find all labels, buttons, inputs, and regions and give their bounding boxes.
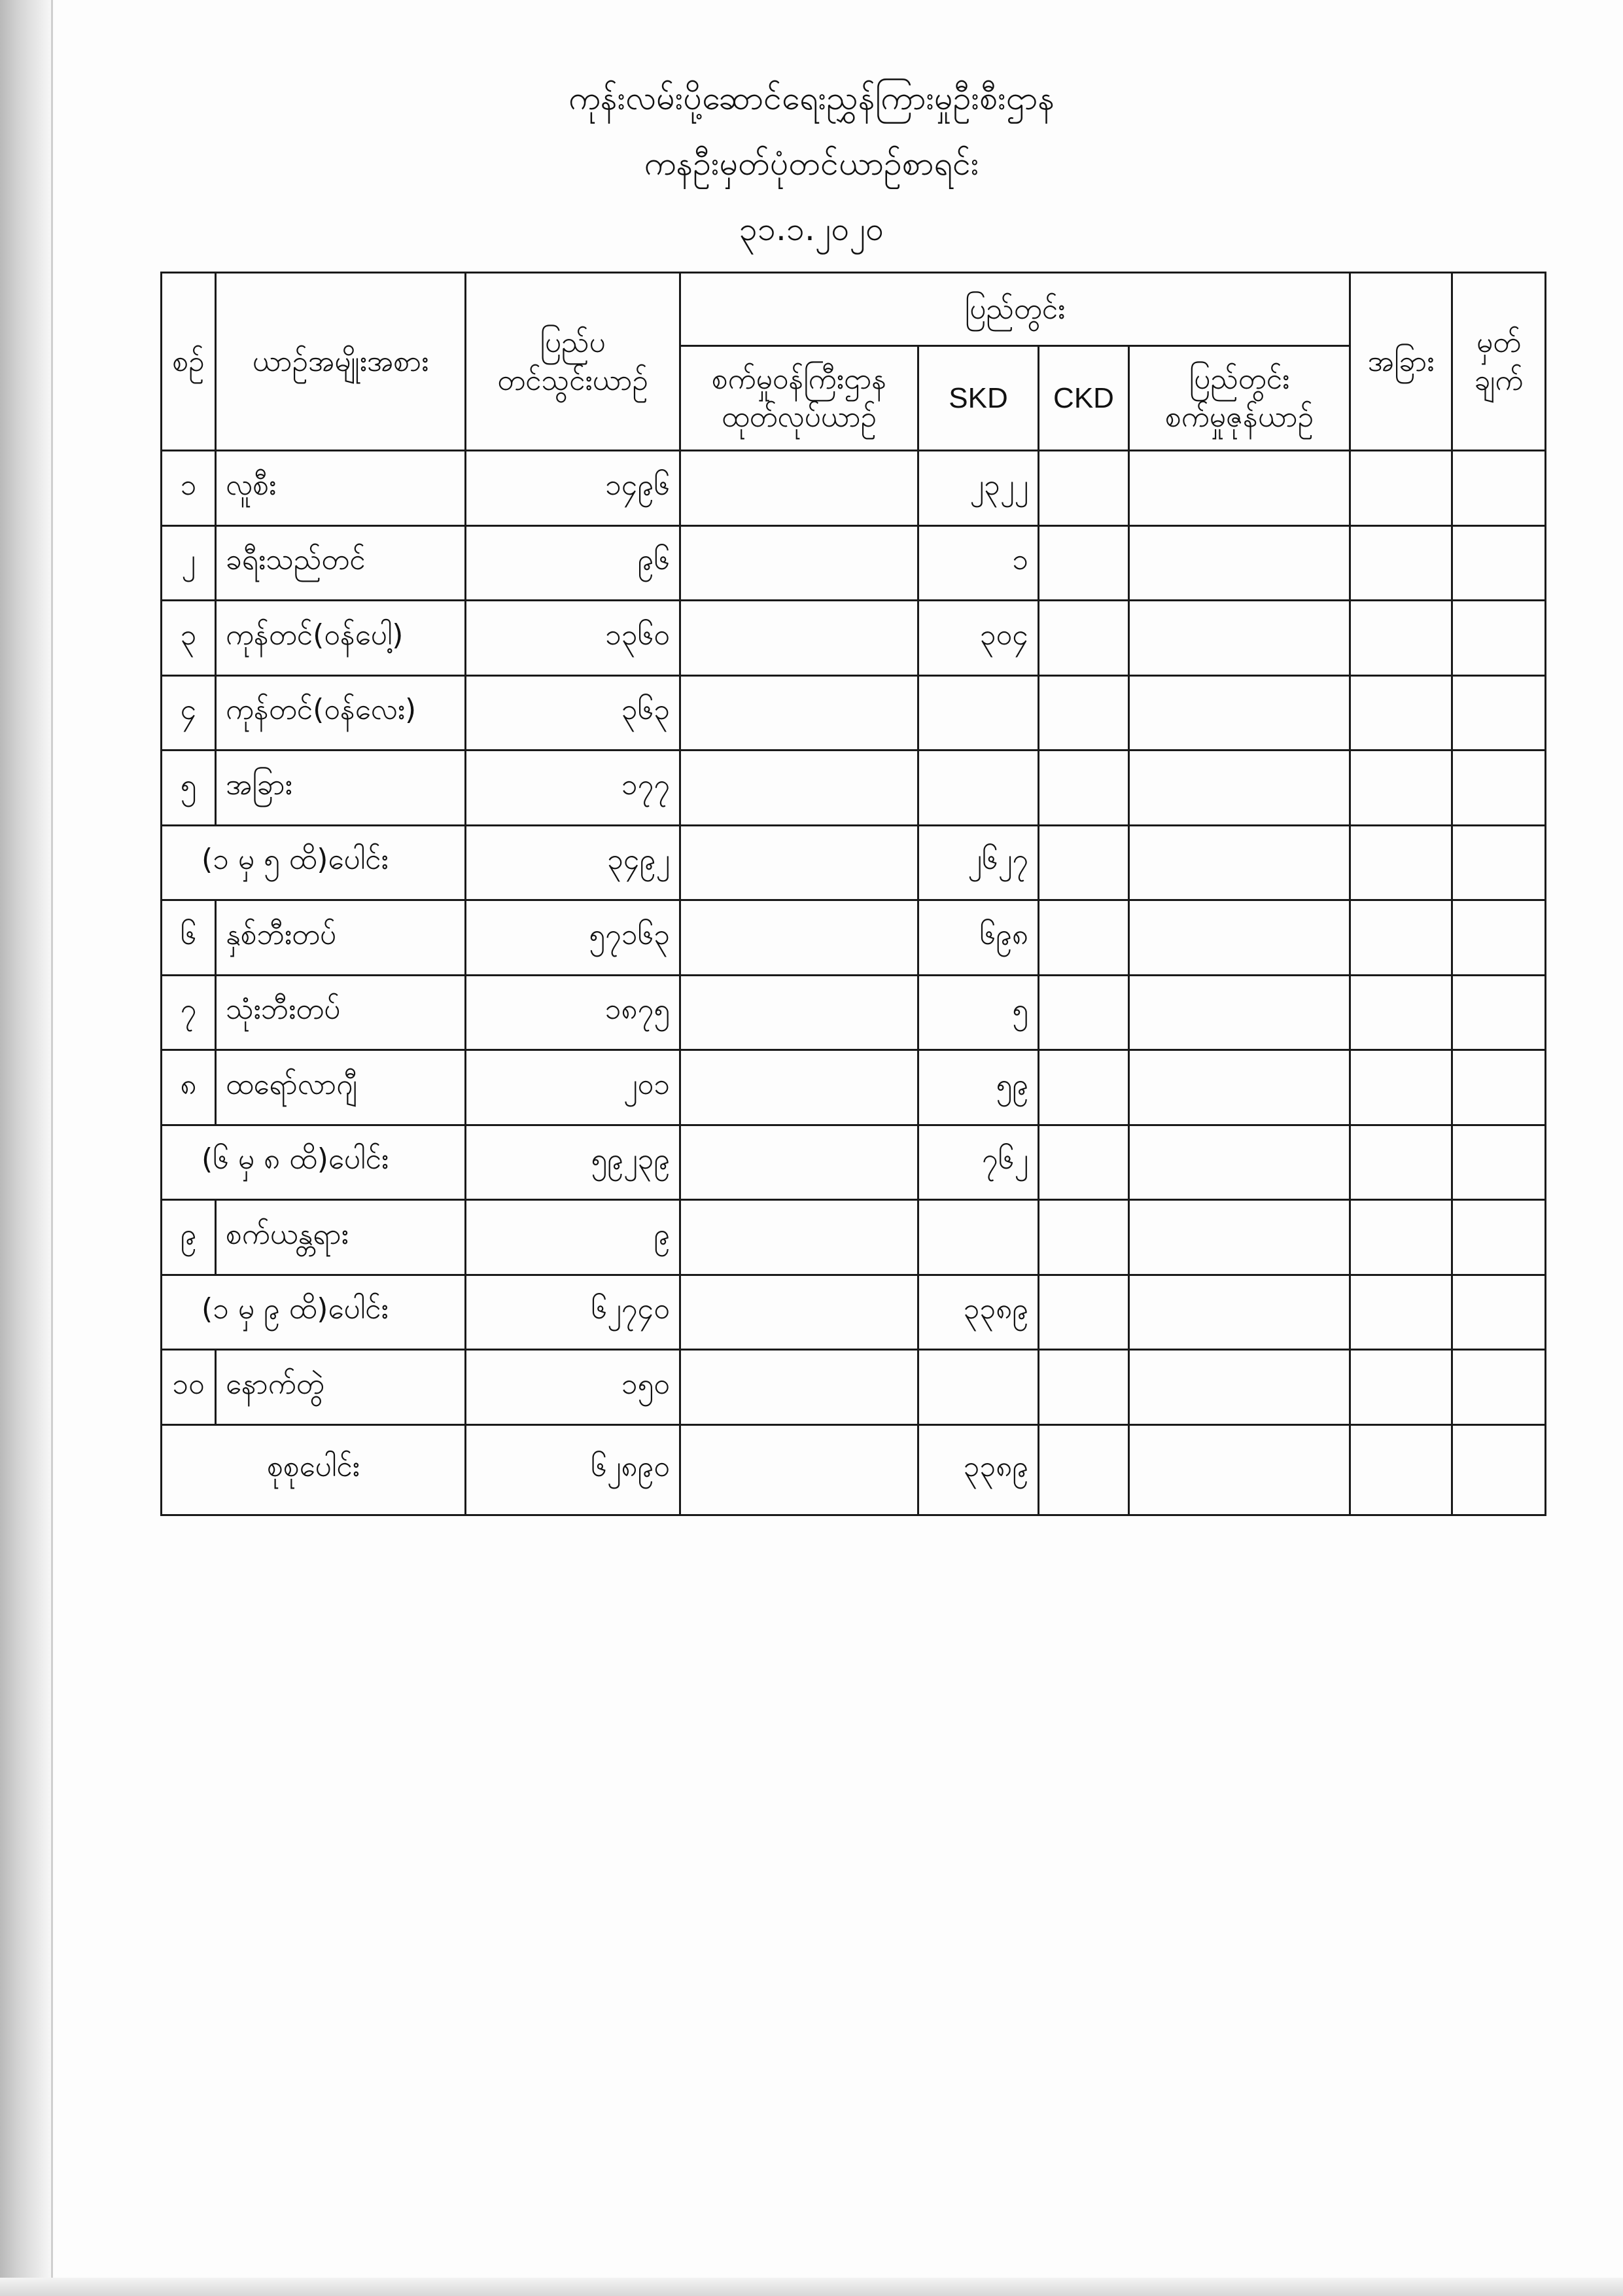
cell-ministry-factory [680,1350,918,1425]
cell-remark [1452,1424,1546,1515]
header-industrial-zone-line1: ပြည်တွင်း [1189,362,1290,396]
cell-industrial-zone [1129,675,1350,751]
cell-other [1350,1125,1452,1200]
cell-other [1350,1275,1452,1350]
cell-vehicle-type: သုံးဘီးတပ် [216,975,466,1050]
cell-imported: ၃၆၃ [466,675,680,751]
table-body [162,451,1546,1515]
cell-ckd [1039,975,1129,1050]
cell-ckd [1039,1200,1129,1275]
cell-vehicle-type: အခြား [216,751,466,826]
cell-no: ၁ [162,451,216,526]
cell-grand-total-label: စုစုပေါင်း [162,1424,466,1515]
cell-ckd [1039,601,1129,676]
cell-other [1350,601,1452,676]
cell-imported: ၅၇၁၆၃ [466,900,680,976]
cell-ministry-factory [680,975,918,1050]
subtotal-row [162,1275,1546,1350]
header-remark [1452,273,1546,451]
cell-subtotal-label: (၁ မှ ၅ ထိ)ပေါင်း [162,825,466,900]
cell-remark [1452,675,1546,751]
cell-remark [1452,451,1546,526]
cell-vehicle-type: စက်ယန္တရား [216,1200,466,1275]
cell-other [1350,1200,1452,1275]
header-imported-line1: ပြည်ပ [540,325,606,359]
table-row [162,601,1546,676]
cell-ministry-factory [680,1125,918,1200]
cell-ckd [1039,451,1129,526]
cell-skd: ၆၉၈ [918,900,1039,976]
cell-no: ၈ [162,1050,216,1125]
cell-no: ၄ [162,675,216,751]
cell-other [1350,825,1452,900]
cell-ministry-factory [680,1200,918,1275]
cell-ministry-factory [680,900,918,976]
cell-no: ၇ [162,975,216,1050]
cell-skd [918,1200,1039,1275]
cell-industrial-zone [1129,900,1350,976]
cell-skd [918,675,1039,751]
cell-imported: ၆၂၈၉၀ [466,1424,680,1515]
cell-remark [1452,1050,1546,1125]
cell-industrial-zone [1129,451,1350,526]
scan-left-shadow [51,0,53,2296]
cell-ministry-factory [680,825,918,900]
cell-imported: ၉ [466,1200,680,1275]
cell-ckd [1039,1275,1129,1350]
table-row [162,1200,1546,1275]
cell-imported: ၅၉၂၃၉ [466,1125,680,1200]
cell-imported: ၁၇၇ [466,751,680,826]
cell-ministry-factory [680,675,918,751]
cell-industrial-zone [1129,1050,1350,1125]
scan-bottom-edge [0,2278,1623,2296]
header-imported [466,273,680,451]
table-row [162,675,1546,751]
cell-imported: ၁၈၇၅ [466,975,680,1050]
header-no: စဉ် [162,273,216,451]
header-ministry-factory-line1: စက်မှုဝန်ကြီးဌာန [711,362,887,396]
cell-industrial-zone [1129,601,1350,676]
cell-ministry-factory [680,601,918,676]
cell-ckd [1039,1050,1129,1125]
cell-industrial-zone [1129,1200,1350,1275]
cell-remark [1452,751,1546,826]
cell-industrial-zone [1129,751,1350,826]
cell-skd [918,751,1039,826]
cell-skd: ၁ [918,525,1039,601]
cell-ministry-factory [680,451,918,526]
cell-remark [1452,900,1546,976]
cell-skd: ၂၆၂၇ [918,825,1039,900]
cell-skd: ၃၃၈၉ [918,1424,1039,1515]
header-ckd: CKD [1039,346,1129,451]
cell-imported: ၁၃၆၀ [466,601,680,676]
cell-other [1350,1050,1452,1125]
cell-remark [1452,1125,1546,1200]
cell-ckd [1039,675,1129,751]
cell-remark [1452,1200,1546,1275]
header-ministry-factory [680,346,918,451]
cell-subtotal-label: (၁ မှ ၉ ထိ)ပေါင်း [162,1275,466,1350]
cell-skd: ၅ [918,975,1039,1050]
table-row [162,975,1546,1050]
header-ministry-factory-line2: ထုတ်လုပ်ယာဉ် [722,400,877,434]
list-title: ကနဦးမှတ်ပုံတင်ယာဉ်စာရင်း [644,145,979,183]
cell-ministry-factory [680,1050,918,1125]
cell-remark [1452,1350,1546,1425]
cell-imported: ၉၆ [466,525,680,601]
table-row [162,900,1546,976]
table-row [162,1350,1546,1425]
table-row [162,1050,1546,1125]
cell-ckd [1039,825,1129,900]
cell-industrial-zone [1129,1275,1350,1350]
cell-ministry-factory [680,525,918,601]
report-date: ၃၁.၁.၂၀၂၀ [739,210,884,248]
cell-skd [918,1350,1039,1425]
cell-ckd [1039,1350,1129,1425]
cell-imported: ၂၀၁ [466,1050,680,1125]
cell-ckd [1039,1125,1129,1200]
cell-no: ၂ [162,525,216,601]
grand-total-row [162,1424,1546,1515]
header-imported-line2: တင်သွင်းယာဉ် [497,363,648,397]
cell-ckd [1039,751,1129,826]
table-row [162,451,1546,526]
cell-other [1350,675,1452,751]
cell-skd: ၃၀၄ [918,601,1039,676]
department-title: ကုန်းလမ်းပို့ဆောင်ရေးညွှန်ကြားမှုဦးစီးဌာန [568,79,1055,117]
cell-other [1350,900,1452,976]
cell-imported: ၃၄၉၂ [466,825,680,900]
cell-other [1350,1350,1452,1425]
cell-remark [1452,825,1546,900]
cell-no: ၃ [162,601,216,676]
cell-vehicle-type: ကုန်တင်(ဝန်လေး) [216,675,466,751]
cell-vehicle-type: ခရီးသည်တင် [216,525,466,601]
cell-skd: ၅၉ [918,1050,1039,1125]
header-skd: SKD [918,346,1039,451]
cell-vehicle-type: နှစ်ဘီးတပ် [216,900,466,976]
cell-ministry-factory [680,1424,918,1515]
subtotal-row [162,825,1546,900]
cell-skd: ၇၆၂ [918,1125,1039,1200]
cell-ckd [1039,1424,1129,1515]
header-industrial-zone [1129,346,1350,451]
cell-no: ၁၀ [162,1350,216,1425]
cell-imported: ၁၅၀ [466,1350,680,1425]
cell-skd: ၂၃၂၂ [918,451,1039,526]
cell-industrial-zone [1129,825,1350,900]
cell-ckd [1039,525,1129,601]
header-domestic: ပြည်တွင်း [680,273,1350,346]
cell-other [1350,751,1452,826]
table-row [162,525,1546,601]
cell-other [1350,525,1452,601]
header-industrial-zone-line2: စက်မှုဇုန်ယာဉ် [1164,400,1314,434]
cell-remark [1452,525,1546,601]
cell-no: ၅ [162,751,216,826]
vehicle-registration-table [160,272,1546,1516]
cell-other [1350,451,1452,526]
cell-industrial-zone [1129,1125,1350,1200]
cell-industrial-zone [1129,525,1350,601]
subtotal-row [162,1125,1546,1200]
cell-vehicle-type: ကုန်တင်(ဝန်ပေါ့) [216,601,466,676]
cell-vehicle-type: ထရော်လာဂျီ [216,1050,466,1125]
cell-ckd [1039,900,1129,976]
header-remark-line1: မှတ် [1476,325,1521,359]
cell-remark [1452,1275,1546,1350]
cell-imported: ၆၂၇၄၀ [466,1275,680,1350]
cell-no: ၆ [162,900,216,976]
cell-skd: ၃၃၈၉ [918,1275,1039,1350]
cell-ministry-factory [680,1275,918,1350]
cell-subtotal-label: (၆ မှ ၈ ထိ)ပေါင်း [162,1125,466,1200]
table-row [162,751,1546,826]
header-remark-line2: ချက် [1474,363,1524,397]
cell-industrial-zone [1129,975,1350,1050]
cell-vehicle-type: လူစီး [216,451,466,526]
cell-remark [1452,975,1546,1050]
cell-no: ၉ [162,1200,216,1275]
cell-other [1350,975,1452,1050]
scan-left-edge [0,0,51,2296]
cell-industrial-zone [1129,1350,1350,1425]
header-vehicle-type: ယာဉ်အမျိုးအစား [216,273,466,451]
cell-ministry-factory [680,751,918,826]
cell-other [1350,1424,1452,1515]
cell-vehicle-type: နောက်တွဲ [216,1350,466,1425]
cell-industrial-zone [1129,1424,1350,1515]
header-other: အခြား [1350,273,1452,451]
cell-remark [1452,601,1546,676]
cell-imported: ၁၄၉၆ [466,451,680,526]
